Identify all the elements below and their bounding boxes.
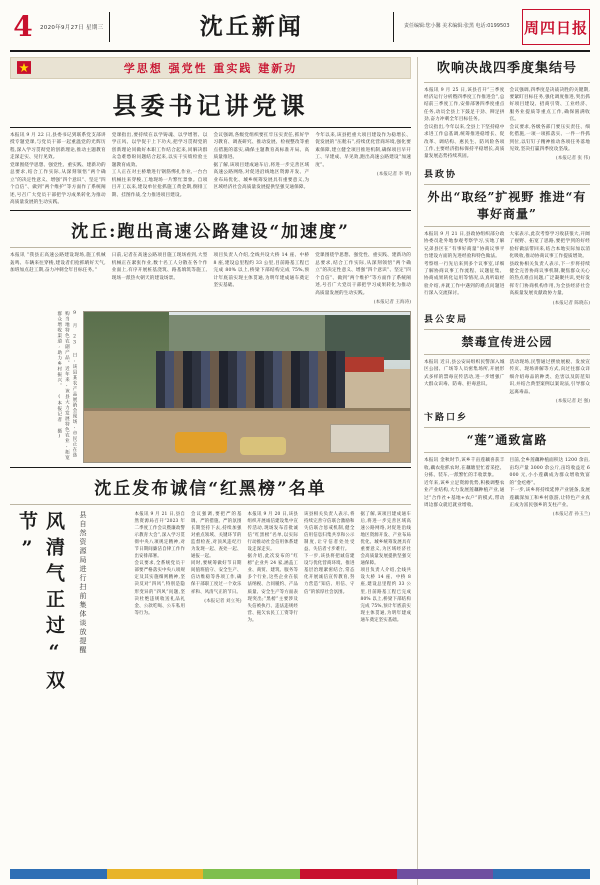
text-column xyxy=(424,231,505,306)
left-region xyxy=(10,57,418,885)
paper-title: 沈丘新闻 xyxy=(109,12,394,42)
headline-anti-drug: 禁毒宣传进公园 xyxy=(461,334,553,349)
paragraph: 本报讯 9 月 22 日,县委书记到联系党支部讲授专题党课,与党员干部一起重温党的光辉历程,深入学习贯彻党的创新理论,推动主题教育走深走实、见行见效。 xyxy=(10,133,106,161)
text-column xyxy=(214,252,310,305)
paragraph: 工人正在对主桥墩进行钢筋绑扎作业,一台台机械往来穿梭,工地现场一片繁忙景象。自项目开工以来,建设单位抢抓施工黄金期,倒排工期、挂图作战,全力推进项目建设。 xyxy=(111,170,208,198)
text-column xyxy=(191,511,242,711)
publication-logo: 周四日报 xyxy=(522,9,590,45)
byline: (本报记者 孙玉兰) xyxy=(552,512,590,518)
paragraph: 本报讯 近日,县公安局组织民警深入城区公园、广场等人员密集场所,开展形式多样的禁毒宣传活动,进一步增强广大群众识毒、防毒、拒毒意识。 xyxy=(424,359,505,388)
headline-festival: 风清气正过“双节” xyxy=(16,511,65,696)
text-column xyxy=(248,511,299,711)
paragraph: 近年来,该乡立足资源优势,积极调整农业产业结构,大力发展莲藕种植产业,通过“合作社+基地+农户”的模式,带动周边群众就近就业增收。 xyxy=(424,480,505,508)
divider xyxy=(10,247,411,248)
divider xyxy=(424,329,590,330)
page-number: 4 xyxy=(13,10,33,43)
section-label-township: 卞路口乡 xyxy=(424,413,469,424)
paragraph: 本报讯 9 月 20 日,该县组织开展诚信建设集中宣传活动,现场发布首批诚信“红黑榜”名单,以实际行动推动社会信用体系建设走深走实。 xyxy=(247,512,298,553)
paragraph: 大家表示,此次考察学习收获很大,开阔了视野、拓宽了思路,要把学到的好经验好做法带回来,结合本地实际加以消化吸收,推动协商议事工作提质增效。 xyxy=(509,231,590,260)
paragraph: 本报讯 9 月 21 日,县政协组织部分政协委员赴外地参观考察学习,实地了解兄弟县区在“有事好商量”协商议事平台建设方面的先进经验和特色做法。 xyxy=(424,231,505,260)
text-column xyxy=(315,252,411,305)
paragraph: 今年以来,该县把重大项目建设作为稳增长、促发展的“压舱石”,持续优化营商环境,强化要素保障,建立健全项目推进机制,确保项目早开工、早建成、早见效,跑出高速公路建设“加速度”。 xyxy=(315,133,411,168)
divider xyxy=(10,127,411,128)
paragraph: 会议强调,四季度是决战决胜的关键期,要紧盯目标任务,强化调度推进,突出抓好项目建设、招商引资、工业经济、服务业提质等重点工作,确保圆满收官。 xyxy=(509,87,590,123)
text-column xyxy=(10,252,106,305)
paragraph: 同时,要统筹做好节日期间值班值守、安全生产、信访维稳等各项工作,确保干部职工度过一个欢乐祥和、风清气正的节日。 xyxy=(191,561,242,595)
text-column xyxy=(78,511,129,711)
paragraph: 活动现场,民警通过摆放展板、发放宣传页、现场讲解等方式,向过往群众详细介绍毒品的种类、危害以及防范知识,并结合典型案例以案说法,引导群众远离毒品。 xyxy=(509,359,590,395)
divider xyxy=(10,210,411,211)
right-region xyxy=(418,57,590,885)
issue-date: 2020年9月27日 星期三 xyxy=(40,25,104,31)
text-column xyxy=(112,132,208,206)
divider xyxy=(424,226,590,227)
text-column xyxy=(424,359,505,404)
headline-party-lecture: 县委书记讲党课 xyxy=(112,91,309,120)
divider xyxy=(424,354,590,355)
text-column xyxy=(135,511,186,711)
paragraph: 会议强调,各级党组织要扛牢压实责任,抓好学习教育、调查研究、推动发展、检视整改等重点措施的落实,确保主题教育高标准开局、高质量推进。 xyxy=(213,133,310,161)
divider xyxy=(424,82,590,83)
party-lecture-columns xyxy=(10,132,411,206)
expressway-columns xyxy=(10,252,411,305)
editor-credit-line: 责任编辑:您小馨 美术编辑:张黑 电话:0199503 xyxy=(404,23,510,30)
section-label-cppcc: 县政协 xyxy=(424,170,458,181)
headline-cppcc: 外出“取经”扩视野 推进“有事好商量” xyxy=(427,190,587,221)
headline-lotus: “莲”通致富路 xyxy=(466,433,548,448)
page-body xyxy=(10,57,590,885)
headline-q4-rally: 吹响决战四季度集结号 xyxy=(436,61,577,76)
text-column xyxy=(10,132,106,206)
cppcc-columns xyxy=(424,231,590,306)
paragraph: 该县相关负责人表示,将持续完善守信联合激励和失信联合惩戒机制,健全信用信息归集共享和公示制度,让守信者处处受益、失信者寸步难行。 xyxy=(304,512,355,553)
text-column xyxy=(214,132,310,206)
paragraph: 本报讯 9 月 21 日,县自然资源局召开“2023 年二季度工作会议暨廉政警示教育大会”,深入学习贯彻中央八项规定精神,对节日期间廉洁自律工作作出安排部署。 xyxy=(134,512,185,560)
campaign-banner xyxy=(10,57,411,79)
bottom-columns xyxy=(78,511,411,721)
byline: (本报记者 赵 强) xyxy=(555,399,590,405)
paragraph: 据了解,该项目建成通车后,将进一步完善区域高速公路网络,对促进沿线地区资源开发、产业布局优化、城乡统筹发展具有重要意义,为区域经济社会高质量发展提供坚强交通保障。 xyxy=(213,162,310,191)
sidebar-vertical-subtitle: 县自然资源局进行扫前集体谈放提醒 xyxy=(79,511,87,655)
news-photo xyxy=(83,311,411,463)
vertical-headline-block xyxy=(10,511,72,721)
text-column xyxy=(361,511,412,711)
headline-expressway: 沈丘:跑出高速公路建设“加速度” xyxy=(71,222,350,243)
text-column xyxy=(424,457,505,517)
text-column xyxy=(510,457,591,517)
divider xyxy=(10,467,411,468)
paragraph: 会议强调,要把严的基调、严的措施、严的氛围长期坚持下去,持续加强对重点领域、关键环节的监督检查,对顶风违纪行为发现一起、查处一起、通报一起。 xyxy=(191,512,242,560)
paragraph: 党课指出,要持续在以学铸魂、以学增智、以学正风、以学促干上下功夫,把学习贯彻党的创新理论同做好本职工作结合起来,同解决群众急难愁盼问题结合起来,以实干实绩检验主题教育成效。 xyxy=(111,133,208,168)
section-label-police: 县公安局 xyxy=(424,314,469,325)
divider xyxy=(10,504,411,505)
anti-drug-columns xyxy=(424,359,590,404)
q4-columns xyxy=(424,87,590,162)
headline-credit-list: 沈丘发布诚信“红黑榜”名单 xyxy=(94,479,327,499)
byline: (本报记者 陈晓东) xyxy=(552,300,590,306)
paragraph: 本报讯 “我县正高速公路建设现场,施工机械轰鸣、车辆来往穿梭,建设者们抢抓晴好天气,加班加点赶工期,奋力冲刺全年目标任务。” xyxy=(10,253,106,274)
text-column xyxy=(304,511,355,711)
text-column xyxy=(315,132,411,206)
paragraph: 项目负责人介绍,全线共设大桥 14 座、中桥 8 座,建设总里程约 33 公里,目前路基工程已完成 80% 以上,桥梁下部结构完成 75%,预计年底前实现主体贯通,为明年建成通车奠定坚实基础。 xyxy=(360,568,411,623)
paragraph: 党课围绕学思想、强党性、重实践、建新功的总要求,结合工作实际,从深刻领悟“两个确立”的决定性意义、增强“四个意识”、坚定“四个自信”、做到“两个维护”等方面作了系统阐述,号召广大党员干部把学习成果转化为推动高质量发展的生动实践。 xyxy=(315,253,411,296)
text-column xyxy=(510,87,591,162)
paragraph: 本报讯 9 月 25 日,该县召开“三季度经济运行分析暨四季度工作推进会”,总结前三季度工作,安排部署四季度重点任务,动员全县上下鼓足干劲、铆足拼劲,奋力冲刺全年目标任务。 xyxy=(424,87,505,123)
divider xyxy=(424,184,590,185)
paragraph: 会议指出,今年以来,全县上下坚持稳中求进工作总基调,统筹推进稳增长、促改革、调结构、惠民生、防风险各项工作,主要经济指标保持平稳增长,高质量发展态势持续巩固。 xyxy=(424,124,505,160)
text-column xyxy=(112,252,208,305)
masthead xyxy=(10,6,590,52)
byline: (本报记者 刘立英) xyxy=(204,598,242,604)
paragraph: 考察组一行先后来到多个议事室,详细了解协商议事工作流程、议题征集、协商成果转化运用等情况,认真听取经验介绍,并就工作中遇到的难点问题进行深入交流探讨。 xyxy=(424,261,505,297)
divider xyxy=(424,427,590,428)
byline: (本报记者 张 伟) xyxy=(555,156,590,162)
byline: (本报记者 王海涛) xyxy=(373,300,411,305)
paragraph: 本报讯 金秋时节,该乡千亩莲藕喜获丰收,藕农抢抓农时,在藕塘里忙着采挖、分拣、装车,一派繁忙的丰收景象。 xyxy=(424,458,505,479)
lotus-columns xyxy=(424,457,590,517)
campaign-banner-text: 学思想 强党性 重实践 建新功 xyxy=(123,62,298,75)
paragraph: 据了解,该项目建成通车后,将进一步完善区域高速公路网络,对促进沿线地区资源开发、产业布局优化、城乡统筹发展具有重要意义,为区域经济社会高质量发展提供坚强交通保障。 xyxy=(360,512,411,567)
paragraph: 项目负责人介绍,全线共设大桥 14 座、中桥 8 座,建设总里程约 33 公里,目前路基工程已完成 80% 以上,桥梁下部结构完成 75%,预计年底前实现主体贯通,为明年建成通车奠定坚实基础。 xyxy=(213,253,310,289)
paragraph: 下一步,该县将把诚信建设与优化营商环境、推进基层治理紧密结合,常态化开展诚信宣传教育,努力营造“知信、用信、守信”的浓厚社会氛围。 xyxy=(304,554,355,595)
paragraph: 县政协相关负责人表示,下一步将持续健全完善协商议事机制,聚焦群众关心的热点难点问题,广泛凝聚共识,更好发挥专门协商机构作用,为全县经济社会高质量发展贡献政协力量。 xyxy=(509,261,590,297)
paragraph: 下一步,该乡将持续延伸产业链条,发展莲藕深加工和乡村旅游,让特色产业真正成为富民强乡的支柱产业。 xyxy=(509,488,590,508)
paragraph: 日前,记者在高速公路项目施工现场看到,大型机械正在紧张作业,数十名工人分散在各个作业面上,有序开展桩基浇筑、路基填筑等施工,现场一派热火朝天的建设场景。 xyxy=(111,253,208,281)
text-column xyxy=(510,231,591,306)
footer-color-bar xyxy=(10,869,590,879)
paragraph: 党课围绕学思想、强党性、重实践、建新功的总要求,结合工作实际,从深刻领悟“两个确立”的决定性意义、增强“四个意识”、坚定“四个自信”、做到“两个维护”等方面作了系统阐述,号召广大党员干部把学习成果转化为推动高质量发展的生动实践。 xyxy=(10,162,106,205)
divider xyxy=(424,452,590,453)
paragraph: 会议要求,全系统党员干部要严格落实中央八项规定及其实施细则精神,坚决反对“四风”,特别是隐形变异的“四风”问题,坚决杜绝违规收送礼品礼金、公款吃喝、公车私用等行为。 xyxy=(134,561,185,616)
party-emblem-icon xyxy=(17,61,31,74)
byline: (本报记者 李 明) xyxy=(376,172,411,178)
bottom-row xyxy=(10,511,411,721)
text-column xyxy=(510,359,591,404)
paragraph: 据介绍,此次发布的“红榜”企业共 24 家,涵盖工业、商贸、建筑、服务等多个行业,这些企业在依法纳税、合同履约、产品质量、安全生产等方面表现突出;“黑榜”主要涉及失信被执行、违法违规经营、拖欠农民工工资等行为。 xyxy=(247,554,298,623)
paragraph: 会议要求,各级各部门要压实责任、细化措施,一项一项抓落实、一件一件抓到位,以钉钉子精神推动各项任务落地见效,坚决打赢四季度攻坚战。 xyxy=(509,124,590,153)
paragraph: 目前,全乡莲藕种植面积达 1200 余亩,亩均产量 3000 余公斤,亩均收益近 6000 元,小小莲藕成为群众增收致富的“金疙瘩”。 xyxy=(509,458,590,486)
photo-caption: 9 月 23 日,该县某农产品展销会现场,市民正在选购当地特色农副产品。近年来,该县大力发展特色农业,拓宽群众增收渠道,助力乡村振兴。 (本报记者 摄) xyxy=(56,311,77,461)
photo-block xyxy=(10,311,411,463)
text-column xyxy=(424,87,505,162)
